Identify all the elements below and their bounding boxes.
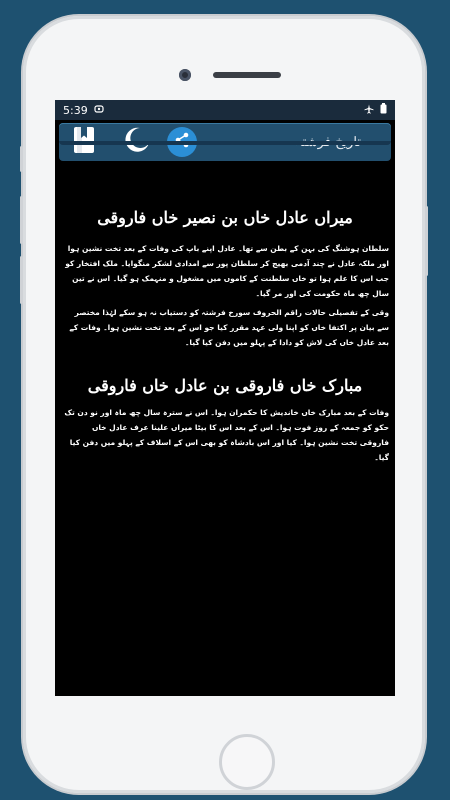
section-body	[61, 241, 389, 350]
front-camera	[179, 69, 191, 81]
phone-volume-up	[20, 196, 23, 244]
earpiece-speaker	[213, 72, 281, 78]
airplane-mode-icon	[364, 104, 374, 117]
status-time: 5:39	[63, 103, 88, 117]
section-heading: میراں عادل خاں بن نصیر خاں فاروقی	[97, 208, 353, 227]
section-heading: مبارک خاں فاروقی بن عادل خاں فاروقی	[87, 376, 363, 395]
phone-volume-down	[20, 256, 23, 304]
notification-icon	[94, 104, 104, 117]
section-body	[61, 405, 389, 465]
device-screen	[55, 100, 395, 696]
status-bar	[55, 100, 395, 120]
article-content	[55, 178, 395, 696]
paragraph: وقی کے تفصیلی حالات راقم الحروف سورخ فرشتہ کو دستیاب نہ ہو سکے لہٰذا مختصر سے بیان پر اکتفا خاں کو اپنا ولی عہد مقرر کیا جو اس کے بعد تخت نشین ہوا۔ وفات کے بعد عادل خاں کی لاش کو دادا کے پہلو میں دفن کیا گیا۔	[69, 308, 389, 347]
phone-power-button	[425, 206, 428, 276]
paragraph: وفات کے بعد مبارک خاں خاندیش کا حکمران ہوا۔ اس نے سترہ سال چھ ماہ اور نو دن تک حکو کو جمعہ کے روز فوت ہوا۔ اس کے بعد اس کا بیٹا میراں علینا عرف عادل خاں فاروقی تخت نشین ہوا۔ کیا اور اس بادشاہ کو بھی اس کے اسلاف کے پہلو میں دفن کیا گیا۔	[64, 408, 389, 462]
toolbar-shadow	[59, 141, 391, 145]
battery-icon	[380, 103, 387, 117]
paragraph: سلطان ہوشنگ کی بہن کے بطن سے تھا۔ عادل اپنے باپ کی وفات کے بعد تخت نشین ہوا اور ملکہ عادل نے چند آدمی بھیج کر سلطان پور سے امدادی لشکر منگوایا۔ ملک افتخار کو جب اس کا علم ہوا تو خاں سلطنت کے کاموں میں مشغول و منہمک ہو گیا۔ اس نے تین سال چھ ماہ حکومت کی اور مر گیا۔	[65, 244, 389, 298]
phone-side-button	[20, 146, 23, 172]
home-button[interactable]	[219, 734, 275, 790]
